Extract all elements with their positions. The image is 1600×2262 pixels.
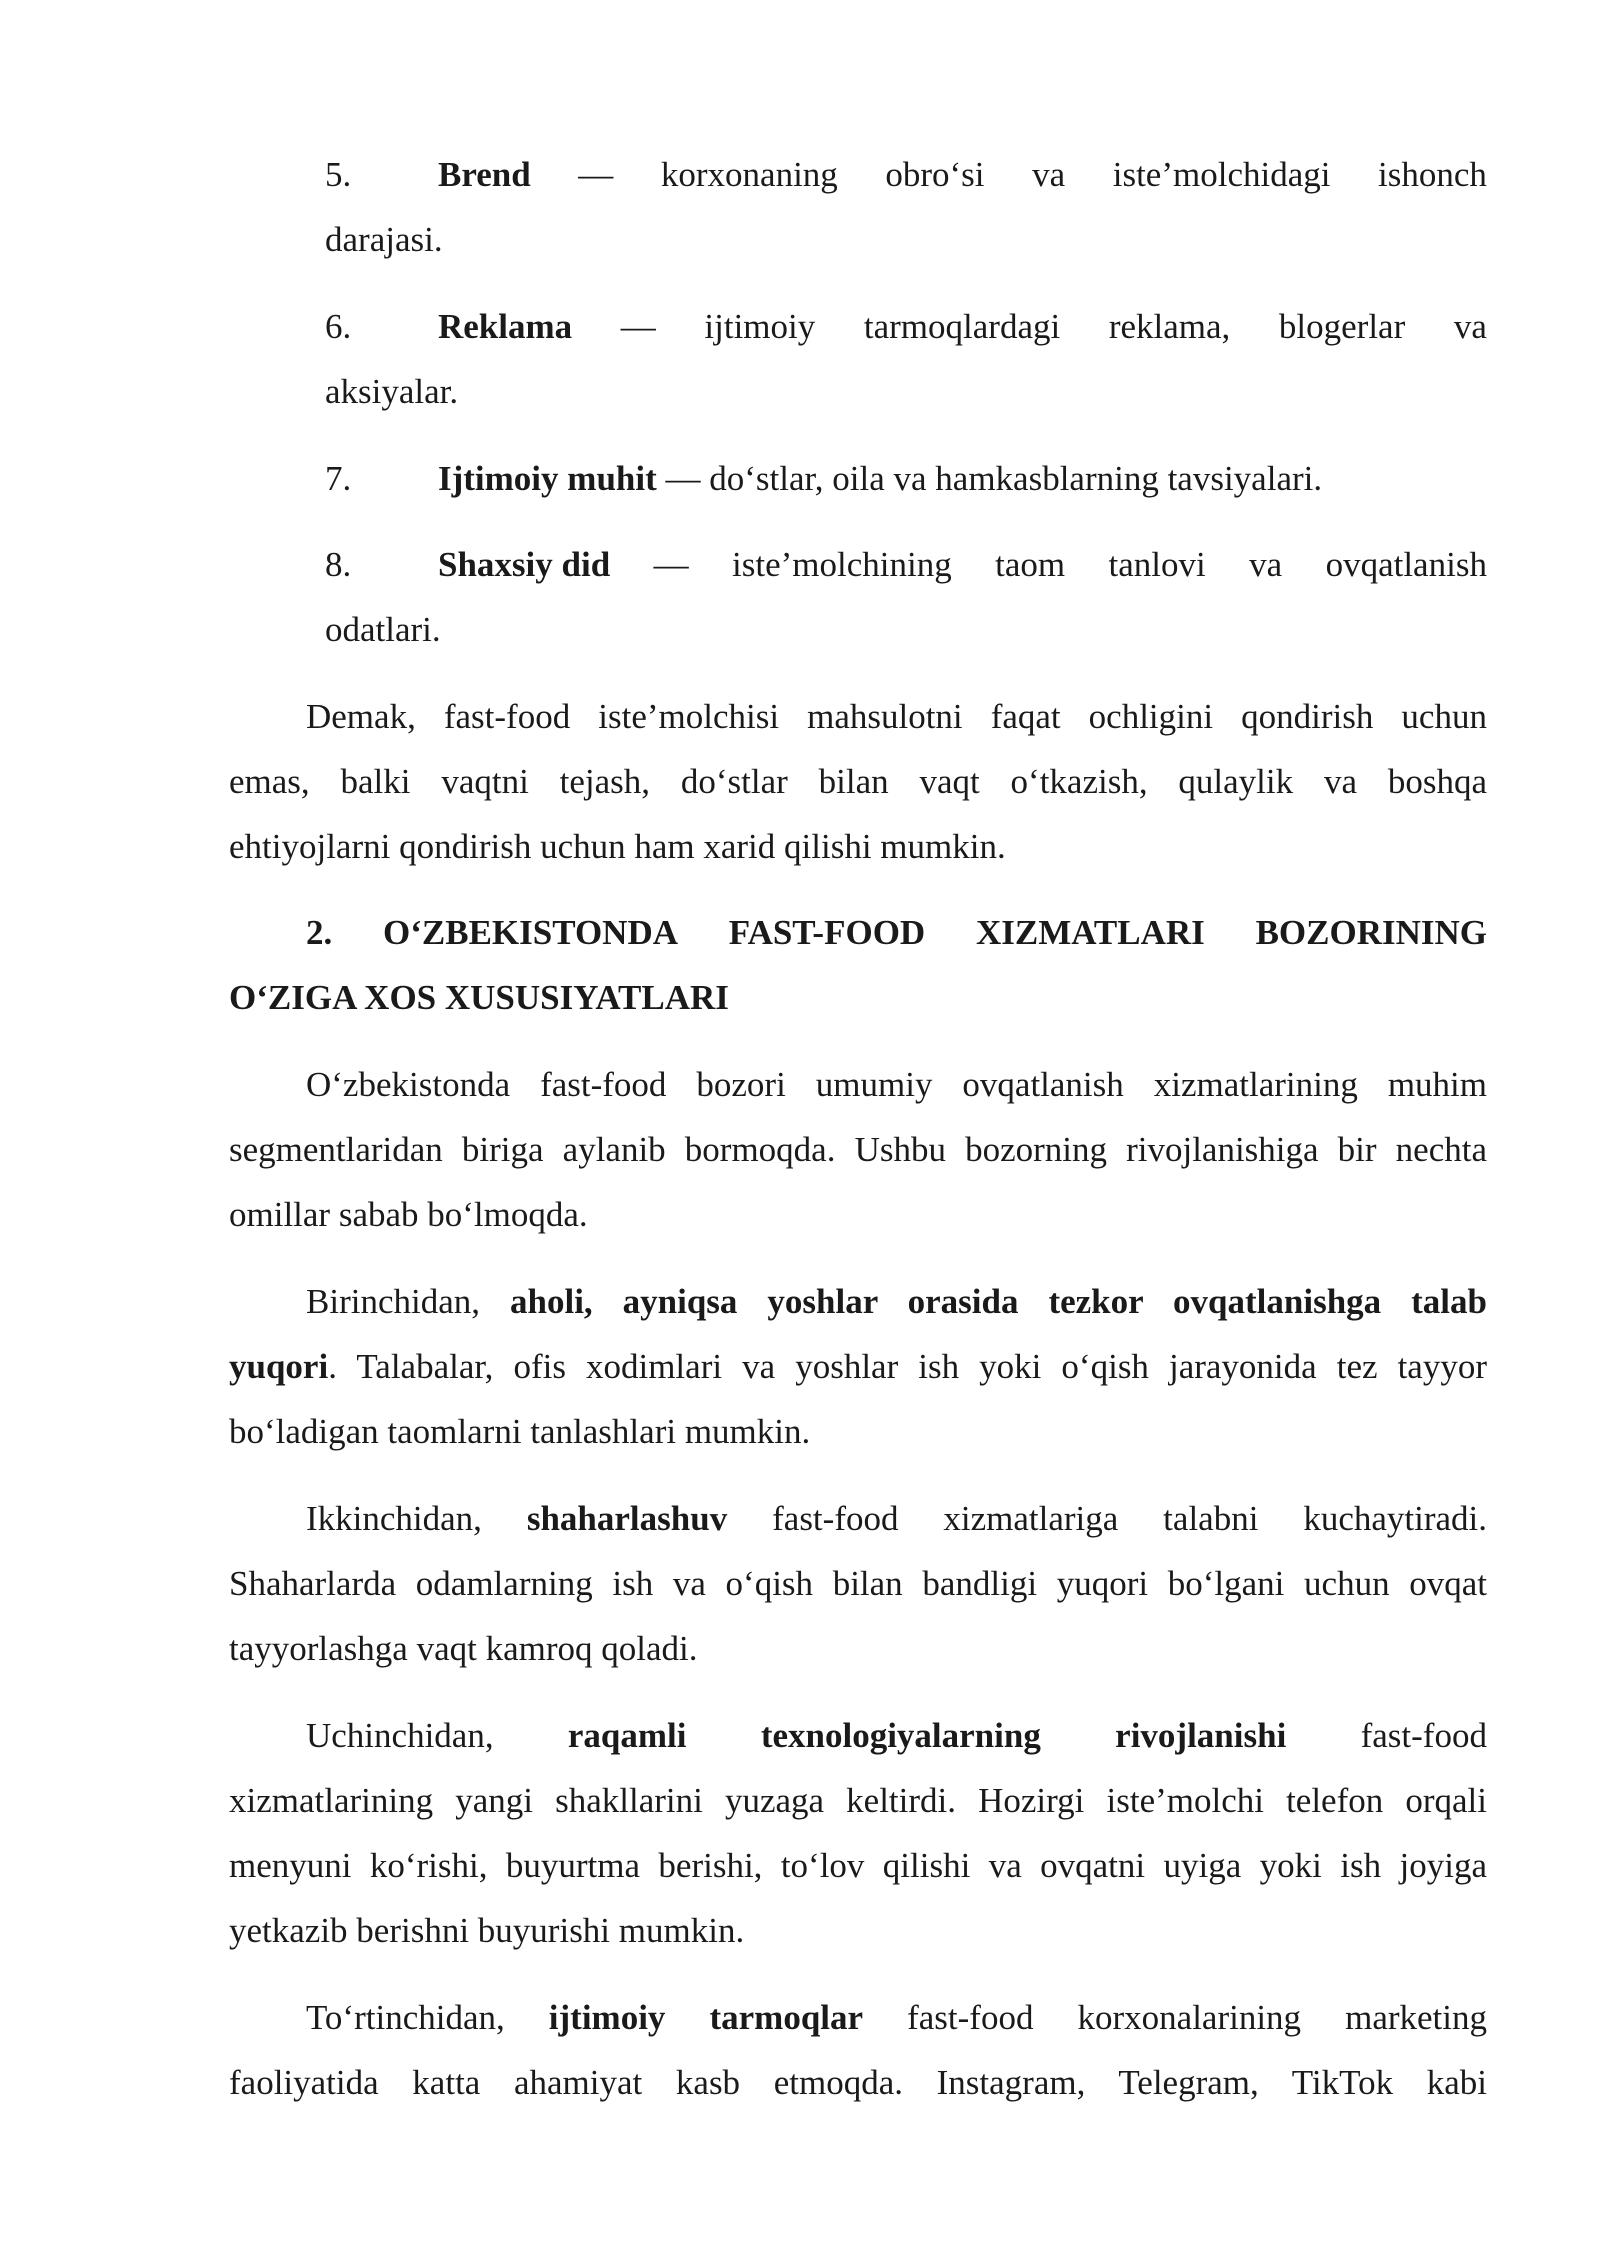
list-item: 8. Shaxsiy did — iste’molchining taom tanlovi va ovqatlanish [325, 532, 1487, 597]
paragraph-fourth: To‘rtinchidan, ijtimoiy tarmoqlar fast-food korxonalarining marketing faoliyatida katta ahamiyat kasb etmoqda. Instagram, Telegram, TikTok kabi [229, 1998, 1487, 2102]
list-item: 7. Ijtimoiy muhit — do‘stlar, oila va hamkasblarning tavsiyalari. [325, 446, 1487, 511]
paragraph-first: Birinchidan, aholi, ayniqsa yoshlar orasida tezkor ovqatlanishga talab yuqori. Talabalar, ofis xodimlari va yoshlar ish yoki o‘qish jarayonida tez tayyor bo‘ladigan taomlarni tanlashlari mumkin. [229, 1282, 1487, 1451]
list-term: Brend [438, 155, 531, 194]
paragraph-second: Ikkinchidan, shaharlashuv fast-food xizmatlariga talabni kuchaytiradi. Shaharlarda odamlarning ish va o‘qish bilan bandligi yuqori bo‘lgani uchun ovqat tayyorlashga vaqt kamroq qoladi. [229, 1499, 1488, 1668]
paragraph-intro: O‘zbekistonda fast-food bozori umumiy ovqatlanish xizmatlarining muhim segmentlaridan biriga aylanib bormoqda. Ushbu bozorning rivojlanishiga bir nechta omillar sabab bo‘lmoqda. [229, 1065, 1487, 1234]
paragraph-third: Uchinchidan, raqamli texnologiyalarning rivojlanishi fast-food xizmatlarining yangi shakllarini yuzaga keltirdi. Hozirgi iste’molchi telefon orqali menyuni ko‘rishi, buyurtma berishi, to‘lov qilishi va ovqatni uyiga yoki ish joyiga yetkazib berishni buyurishi mumkin. [229, 1716, 1487, 1950]
list-item: 5. Brend — korxonaning obro‘si va iste’molchidagi ishonch [325, 142, 1487, 207]
list-number: 8. [325, 545, 352, 584]
list-number: 5. [325, 155, 352, 194]
list-item: 6. Reklama — ijtimoiy tarmoqlardagi reklama, blogerlar va [325, 294, 1487, 359]
list-number: 6. [325, 307, 352, 346]
list-term: Ijtimoiy muhit [438, 459, 657, 498]
paragraph-summary: Demak, fast-food iste’molchisi mahsulotni faqat ochligini qondirish uchun emas, balki vaqtni tejash, do‘stlar bilan vaqt o‘tkazish, qulaylik va boshqa ehtiyojlarni qondirish uchun ham xarid qilishi mumkin. [229, 697, 1487, 866]
list-term: Shaxsiy did [438, 545, 611, 584]
section-heading: 2. O‘ZBEKISTONDA FAST-FOOD XIZMATLARI BOZORINING O‘ZIGA XOS XUSUSIYATLARI [229, 913, 1487, 1017]
list-term: Reklama [438, 307, 573, 346]
list-continuation: darajasi. [325, 220, 443, 259]
list-continuation: odatlari. [325, 610, 441, 649]
list-number: 7. [325, 459, 352, 498]
list-continuation: aksiyalar. [325, 372, 459, 411]
